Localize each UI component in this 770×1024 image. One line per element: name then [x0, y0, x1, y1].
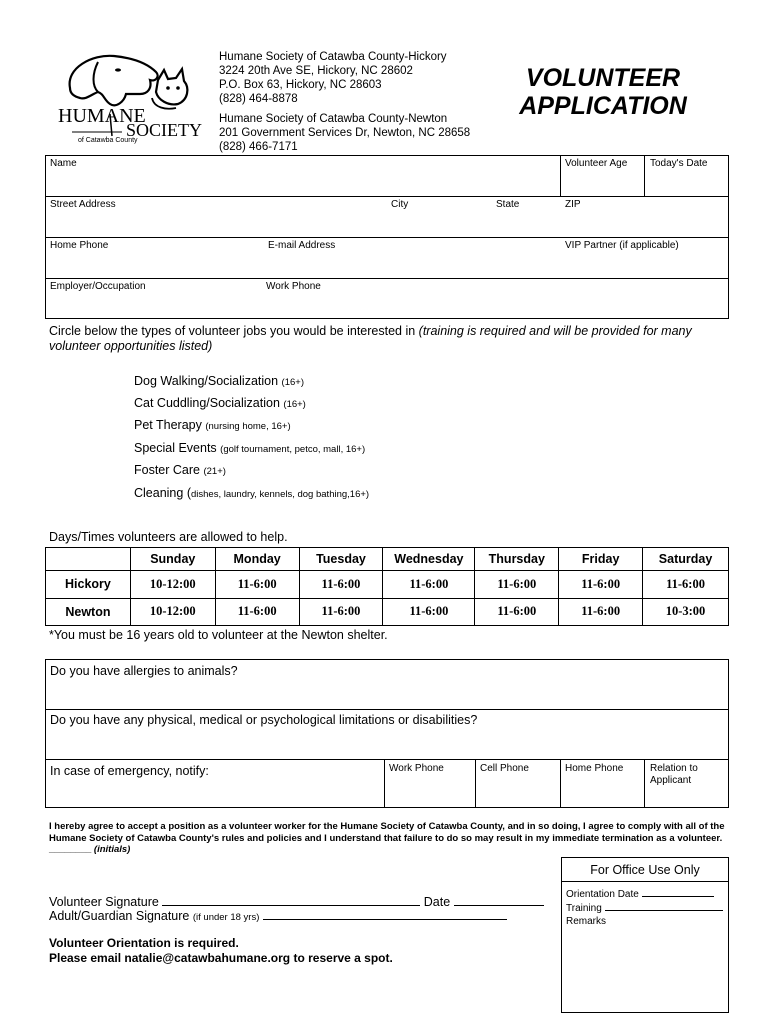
job-name: Dog Walking/Socialization [134, 374, 279, 388]
orientation-date-field[interactable] [566, 888, 714, 900]
agreement-body: I hereby agree to accept a position as a volunteer worker for the Humane Society of Catawba County, and in so doing, I agree to comply with all of the Humane Society of Catawba County's rules and policies and I understand that failure to do so may result in my immediate termination as a volunteer. ________ [49, 821, 725, 855]
limitations-question[interactable]: Do you have any physical, medical or psychological limitations or disabilities? [50, 713, 478, 727]
job-name: Pet Therapy [134, 418, 202, 432]
schedule-intro: Days/Times volunteers are allowed to help. [49, 530, 288, 544]
time-cell: 11-6:00 [215, 571, 299, 599]
page-title [508, 64, 698, 120]
job-option[interactable] [134, 486, 369, 502]
job-note: (16+) [283, 399, 306, 410]
day-header: Sunday [130, 548, 215, 571]
guardian-signature-label: Adult/Guardian Signature [49, 909, 190, 923]
time-cell: 10-3:00 [643, 598, 729, 626]
home-phone-field[interactable]: Home Phone [50, 240, 109, 251]
day-header: Tuesday [299, 548, 383, 571]
age-field[interactable]: Volunteer Age [565, 158, 628, 169]
day-header: Saturday [643, 548, 729, 571]
dog-cat-icon [52, 50, 202, 145]
time-cell: 11-6:00 [559, 571, 643, 599]
time-cell: 11-6:00 [475, 598, 559, 626]
svg-text:HUMANE: HUMANE [58, 105, 146, 127]
job-name: Foster Care [134, 463, 200, 477]
address-line: Humane Society of Catawba County-Newton [219, 113, 448, 125]
day-header: Friday [559, 548, 643, 571]
time-cell: 11-6:00 [643, 571, 729, 599]
address-line: Humane Society of Catawba County-Hickory [219, 51, 447, 63]
job-note: dishes, laundry, kennels, dog bathing,16+) [191, 489, 370, 500]
jobs-intro [49, 324, 729, 354]
emergency-contact-field[interactable]: In case of emergency, notify: [50, 764, 209, 778]
orientation-line: Volunteer Orientation is required. [49, 936, 239, 950]
guardian-signature-line[interactable] [49, 909, 507, 923]
table-row [46, 571, 729, 599]
job-note: (nursing home, 16+) [205, 421, 291, 432]
relation-line: Applicant [650, 775, 692, 786]
agreement-text [49, 821, 729, 856]
time-cell: 11-6:00 [299, 571, 383, 599]
remarks-field[interactable] [566, 916, 606, 927]
schedule-table [45, 547, 729, 626]
date-label: Date [423, 895, 451, 909]
job-option[interactable] [134, 418, 291, 434]
emergency-cell-phone[interactable]: Cell Phone [480, 763, 529, 774]
emergency-relation[interactable] [650, 763, 698, 787]
time-cell: 11-6:00 [383, 598, 475, 626]
initials-label[interactable]: (initials) [93, 844, 131, 855]
applicant-info-grid [45, 155, 729, 319]
address-line: (828) 464-8878 [219, 93, 298, 105]
city-field[interactable]: City [391, 199, 409, 210]
time-cell: 11-6:00 [215, 598, 299, 626]
job-name: Cleaning [134, 486, 184, 500]
vip-field[interactable]: VIP Partner (if applicable) [565, 240, 679, 251]
time-cell: 10-12:00 [130, 598, 215, 626]
office-use-box [561, 857, 729, 1013]
questions-box [45, 659, 729, 808]
job-name: Special Events [134, 441, 217, 455]
emergency-home-phone[interactable]: Home Phone [565, 763, 624, 774]
jobs-intro-note: (training is required and will be provided for many volunteer opportunities listed) [49, 324, 692, 353]
time-cell: 11-6:00 [475, 571, 559, 599]
address-line: (828) 466-7171 [219, 141, 298, 153]
table-row [46, 598, 729, 626]
svg-text:of Catawba County: of Catawba County [78, 137, 138, 144]
remarks-label: Remarks [566, 916, 607, 927]
newton-age-note: *You must be 16 years old to volunteer at the Newton shelter. [49, 628, 388, 642]
guardian-note: (if under 18 yrs) [192, 912, 260, 923]
time-cell: 11-6:00 [383, 571, 475, 599]
volunteer-signature-label: Volunteer Signature [49, 895, 159, 909]
job-note: (21+) [203, 466, 226, 477]
humane-society-logo [52, 50, 202, 145]
zip-field[interactable]: ZIP [565, 199, 581, 210]
job-option[interactable] [134, 441, 365, 457]
orientation-notice [49, 936, 393, 966]
title-line: APPLICATION [519, 92, 687, 120]
time-cell: 10-12:00 [130, 571, 215, 599]
job-option[interactable] [134, 396, 306, 412]
date-field[interactable]: Today's Date [650, 158, 708, 169]
emergency-work-phone[interactable]: Work Phone [389, 763, 444, 774]
relation-line: Relation to [650, 763, 698, 774]
orientation-label: Orientation Date [566, 889, 639, 900]
job-note: (golf tournament, petco, mall, 16+) [220, 444, 366, 455]
jobs-intro-text: Circle below the types of volunteer jobs you would be interested in [49, 324, 416, 338]
address-line: 201 Government Services Dr, Newton, NC 28658 [219, 127, 471, 139]
email-field[interactable]: E-mail Address [268, 240, 336, 251]
svg-text:SOCIETY: SOCIETY [126, 120, 202, 140]
newton-address [219, 112, 470, 154]
day-header: Thursday [475, 548, 559, 571]
name-field[interactable]: Name [50, 158, 77, 169]
location-cell: Hickory [46, 571, 131, 599]
work-phone-field[interactable]: Work Phone [266, 281, 321, 292]
volunteer-signature-line[interactable] [49, 895, 544, 909]
time-cell: 11-6:00 [559, 598, 643, 626]
street-field[interactable]: Street Address [50, 199, 116, 210]
job-option[interactable] [134, 374, 304, 390]
title-line: VOLUNTEER [525, 64, 681, 92]
job-note: (16+) [281, 377, 304, 388]
job-note-open: ( [186, 486, 191, 500]
time-cell: 11-6:00 [299, 598, 383, 626]
allergies-question[interactable]: Do you have allergies to animals? [50, 664, 238, 678]
day-header: Wednesday [383, 548, 475, 571]
orientation-line: Please email natalie@catawbahumane.org to reserve a spot. [49, 951, 393, 965]
employer-field[interactable]: Employer/Occupation [50, 281, 146, 292]
corner-cell [46, 548, 131, 571]
state-field[interactable]: State [496, 199, 520, 210]
location-cell: Newton [46, 598, 131, 626]
job-name: Cat Cuddling/Socialization [134, 396, 280, 410]
job-option[interactable] [134, 463, 226, 479]
office-use-title: For Office Use Only [562, 858, 728, 882]
training-field[interactable] [566, 902, 723, 914]
address-line: P.O. Box 63, Hickory, NC 28603 [219, 79, 382, 91]
address-line: 3224 20th Ave SE, Hickory, NC 28602 [219, 65, 413, 77]
training-label: Training [566, 903, 602, 914]
hickory-address [219, 50, 447, 106]
schedule-header-row [46, 548, 729, 571]
day-header: Monday [215, 548, 299, 571]
